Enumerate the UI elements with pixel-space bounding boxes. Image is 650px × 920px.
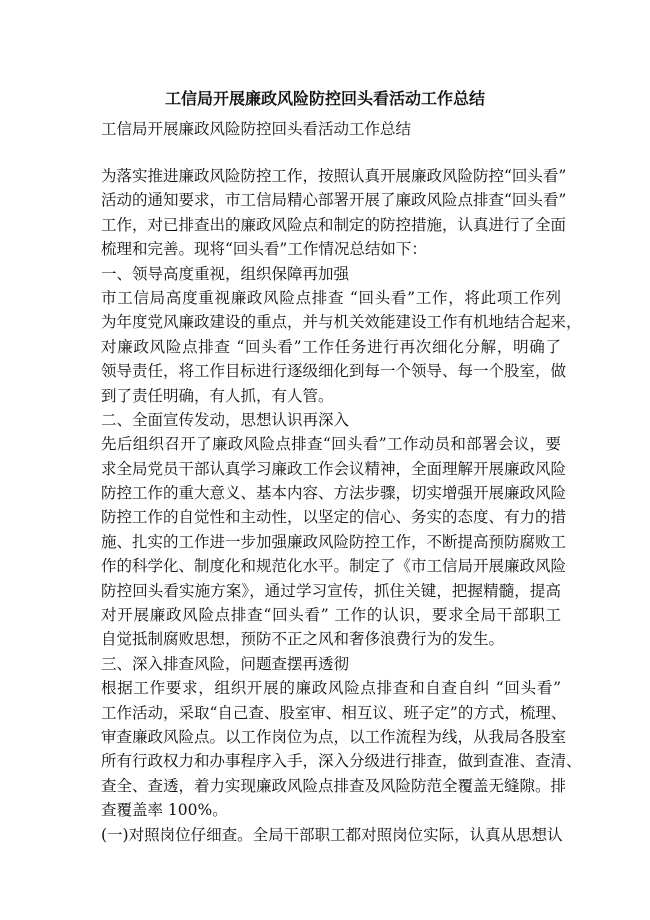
body-line: 防控回头看实施方案》，通过学习宣传，抓住关键，把握精髓，提高 [101,581,561,600]
body-line: 防控工作的自觉性和主动性，以坚定的信心、务实的态度、有力的措 [101,508,567,527]
body-line: 活动的通知要求，市工信局精心部署开展了廉政风险点排查“回头看” [101,191,567,210]
body-line: 为年度党风廉政建设的重点，并与机关效能建设工作有机地结合起来， [101,313,582,332]
body-line: 工作活动，采取“自己查、股室审、相互议、班子定”的方式，梳理、 [101,703,567,722]
body-line: 查覆盖率 100%。 [101,801,228,820]
body-line: 防控工作的重大意义、基本内容、方法步骤，切实增强开展廉政风险 [101,484,567,503]
document-title: 工信局开展廉政风险防控回头看活动工作总结 [164,89,485,108]
section-heading: 二、全面宣传发动，思想认识再深入 [101,410,350,429]
body-line: 查全、查透，着力实现廉政风险点排查及风险防范全覆盖无缝隙。排 [101,776,567,795]
body-line: 审查廉政风险点。以工作岗位为点，以工作流程为线，从我局各股室 [101,727,567,746]
body-line: 自觉抵制腐败思想，预防不正之风和奢侈浪费行为的发生。 [101,630,505,649]
body-line: 求全局党员干部认真学习廉政工作会议精神，全面理解开展廉政风险 [101,459,567,478]
section-heading: 三、深入排查风险，问题查摆再透彻 [101,654,350,673]
body-line: 领导责任，将工作目标进行逐级细化到每一个领导、每一个股室，做 [101,362,567,381]
document-subtitle: 工信局开展廉政风险防控回头看活动工作总结 [101,120,412,138]
body-line: 工作，对已排查出的廉政风险点和制定的防控措施，认真进行了全面 [101,215,567,234]
section-heading: 一、领导高度重视，组织保障再加强 [101,264,350,283]
body-line: 作的科学化、制度化和规范化水平。制定了《市工信局开展廉政风险 [101,557,567,576]
body-line: (一)对照岗位仔细查。全局干部职工都对照岗位实际，认真从思想认 [101,825,563,844]
body-line: 所有行政权力和办事程序入手，深入分级进行排查，做到查准、查清、 [101,752,582,771]
body-line: 对开展廉政风险点排查“回头看” 工作的认识，要求全局干部职工 [101,606,561,625]
body-line: 市工信局高度重视廉政风险点排查 “回头看”工作，将此项工作列 [101,288,561,307]
body-line: 施、扎实的工作进一步加强廉政风险防控工作，不断提高预防腐败工 [101,532,567,551]
body-line: 到了责任明确，有人抓，有人管。 [101,386,334,405]
body-line: 为落实推进廉政风险防控工作，按照认真开展廉政风险防控“回头看” [101,167,567,185]
body-line: 根据工作要求，组织开展的廉政风险点排查和自查自纠 “回头看” [101,679,561,698]
body-line: 梳理和完善。现将“回头看”工作情况总结如下： [101,240,427,259]
body-line: 对廉政风险点排查 “回头看”工作任务进行再次细化分解，明确了 [101,337,561,356]
body-line: 先后组织召开了廉政风险点排查“回头看”工作动员和部署会议，要 [101,435,561,454]
document-body [101,164,582,847]
